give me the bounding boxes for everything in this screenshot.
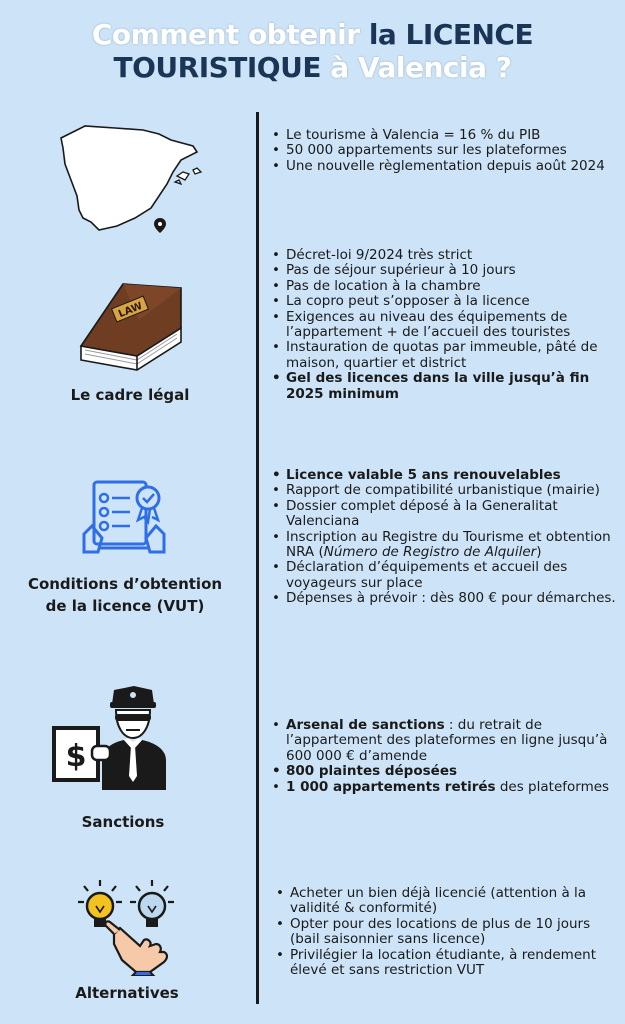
alternatives-bullets <box>276 886 611 978</box>
list-item: • Gel des licences dans la ville jusqu’à fin 2025 minimum <box>272 371 622 402</box>
list-item: • Exigences au niveau des équipements de l’appartement + de l’accueil des touristes <box>272 310 622 341</box>
list-item: • 800 plaintes déposées <box>272 764 617 779</box>
list-item <box>272 718 617 764</box>
intro-bullets <box>272 128 617 174</box>
section-label-legal: Le cadre légal <box>70 386 190 404</box>
list-item: • Le tourisme à Valencia = 16 % du PIB <box>272 128 617 143</box>
sanctions-rest: : du retrait de l’appartement des plateformes en ligne jusqu’à 600 000 € d’amende <box>286 717 608 764</box>
list-item: • Acheter un bien déjà licencié (attention à la validité & conformité) <box>276 886 611 917</box>
section-label-sanctions: Sanctions <box>81 813 165 831</box>
list-item: • 50 000 appartements sur les plateformes <box>272 143 617 158</box>
list-item: • Une nouvelle règlementation depuis août 2024 <box>272 159 617 174</box>
nra-text: Inscription au Registre du Tourisme et obtention NRA ( <box>286 528 611 561</box>
police-officer-icon <box>52 684 186 792</box>
sanctions-bullets <box>272 718 617 795</box>
list-item: • Déclaration d’équipements et accueil des voyageurs sur place <box>272 560 617 591</box>
list-item: • Pas de location à la chambre <box>272 279 622 294</box>
list-item <box>272 530 617 561</box>
law-label: LAW <box>117 300 145 321</box>
section-label-conditions <box>0 573 250 617</box>
list-item: • Dossier complet déposé à la Generalitat Valenciana <box>272 499 617 530</box>
list-item: • Rapport de compatibilité urbanistique (mairie) <box>272 483 617 498</box>
list-item: • Pas de séjour supérieur à 10 jours <box>272 263 622 278</box>
svg-text:$: $ <box>65 739 87 774</box>
list-item: • Dépenses à prévoir : dès 800 € pour démarches. <box>272 591 617 606</box>
title-part-3: TOURISTIQUE <box>113 51 321 84</box>
certificate-checklist-icon <box>80 474 170 564</box>
legal-bullets <box>272 248 622 402</box>
title-part-4: à Valencia ? <box>320 51 512 84</box>
conditions-label-line1: Conditions d’obtention <box>27 575 223 593</box>
list-item: • Privilégier la location étudiante, à rendement élevé et sans restriction VUT <box>276 948 611 979</box>
page-title <box>0 18 625 84</box>
withdrawn-bold: 1 000 appartements retirés <box>286 778 496 795</box>
conditions-bullets <box>272 468 617 607</box>
list-item: • La copro peut s’opposer à la licence <box>272 294 622 309</box>
list-item: • Opter pour des locations de plus de 10 jours (bail saisonnier sans licence) <box>276 917 611 948</box>
conditions-label-line2: de la licence (VUT) <box>45 597 205 615</box>
withdrawn-rest: des plateformes <box>495 778 610 795</box>
section-label-alternatives: Alternatives <box>75 984 179 1002</box>
nra-end: ) <box>536 544 542 561</box>
list-item: • Décret-loi 9/2024 très strict <box>272 248 622 263</box>
law-book-icon <box>77 280 185 372</box>
nra-italic: Número de Registro de Alquiler <box>323 544 537 561</box>
title-part-1: Comment obtenir <box>91 18 369 51</box>
spain-map-icon <box>55 118 215 233</box>
list-item: • Instauration de quotas par immeuble, pâté de maison, quartier et district <box>272 340 622 371</box>
sanctions-bold: Arsenal de sanctions <box>286 717 445 733</box>
list-item <box>272 780 617 795</box>
vertical-divider <box>256 112 259 1004</box>
list-item: • Licence valable 5 ans renouvelables <box>272 468 617 483</box>
title-part-2: la LICENCE <box>368 18 534 51</box>
lightbulb-idea-icon <box>74 876 186 976</box>
